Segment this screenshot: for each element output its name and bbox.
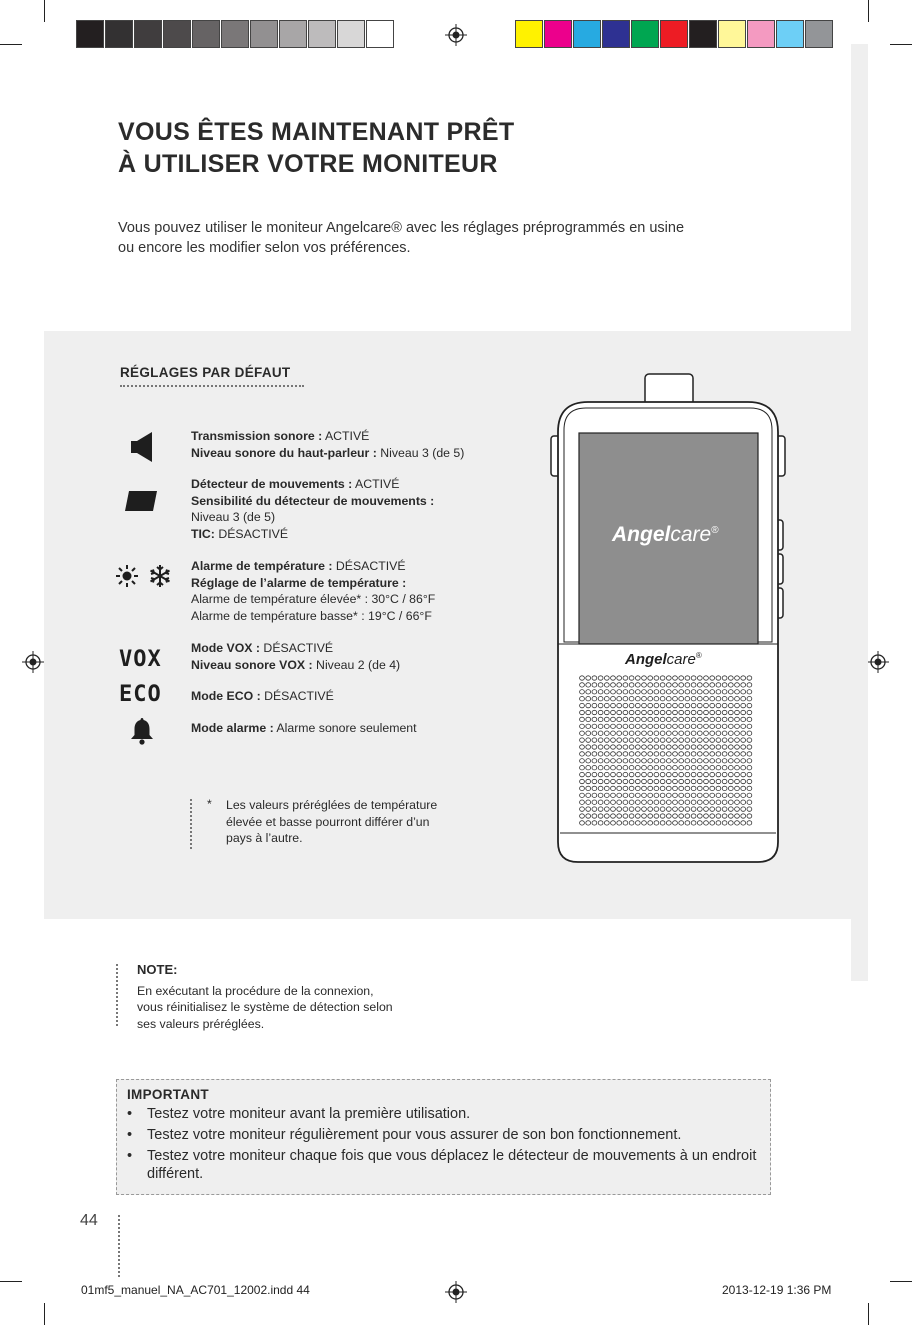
temp-low-value: Alarme de température basse* : 19°C / 66°F	[191, 608, 432, 623]
crop-mark	[890, 1281, 912, 1282]
sound-settings	[191, 428, 464, 461]
gray-swatch	[105, 20, 133, 48]
footnote	[226, 797, 501, 847]
color-swatch	[515, 20, 543, 48]
vox-settings	[191, 640, 400, 673]
crop-mark	[44, 1303, 45, 1325]
vox-icon: VOX	[119, 647, 162, 672]
motion-sensitivity-label: Sensibilité du détecteur de mouvements :	[191, 493, 435, 508]
intro-line-2: ou encore les modifier selon vos préférences.	[118, 240, 411, 256]
crop-mark	[44, 0, 45, 22]
alarm-mode-value: Alarme sonore seulement	[273, 721, 417, 735]
vox-mode-label: Mode VOX :	[191, 641, 261, 655]
note-line-1: En exécutant la procédure de la connexion,	[137, 983, 374, 998]
note-line-2: vous réinitialisez le système de détection selon	[137, 1000, 393, 1014]
gray-swatch	[366, 20, 394, 48]
device-body-logo	[625, 651, 702, 668]
crop-mark	[0, 44, 22, 45]
color-swatch	[544, 20, 572, 48]
body-logo-reg: ®	[695, 651, 702, 660]
important-item: • Testez votre moniteur avant la première utilisation.	[127, 1106, 760, 1124]
screen-logo-light: care	[670, 523, 712, 546]
gray-swatch	[221, 20, 249, 48]
screen-logo-bold: Angel	[612, 523, 671, 546]
footnote-line-2: élevée et basse pourront différer d’un	[226, 814, 430, 829]
intro-line-1: Vous pouvez utiliser le moniteur Angelcare® avec les réglages préprogrammés en usine	[118, 220, 685, 236]
color-swatch	[689, 20, 717, 48]
page-side-tab	[851, 44, 868, 981]
gray-swatch	[308, 20, 336, 48]
color-swatch	[805, 20, 833, 48]
screen-logo-reg: ®	[711, 525, 719, 536]
body-logo-bold: Angel	[625, 651, 667, 668]
temp-alarm-value: DÉSACTIVÉ	[332, 559, 406, 573]
color-swatch	[660, 20, 688, 48]
alarm-settings	[191, 720, 417, 737]
device-screen-logo	[612, 523, 719, 547]
crop-mark	[0, 1281, 22, 1282]
footnote-dotted-rule	[190, 799, 192, 849]
page-title	[118, 116, 514, 180]
speaker-icon	[131, 432, 153, 462]
temp-alarm-label: Alarme de température :	[191, 559, 333, 573]
gray-swatch	[163, 20, 191, 48]
note-block	[137, 962, 457, 1032]
registration-mark-icon	[445, 1281, 467, 1303]
motion-settings	[191, 476, 434, 542]
color-swatch	[776, 20, 804, 48]
footnote-line-1: Les valeurs préréglées de température	[226, 798, 438, 812]
motion-detector-value: ACTIVÉ	[352, 477, 400, 491]
color-swatch	[631, 20, 659, 48]
color-swatch	[718, 20, 746, 48]
color-swatch	[573, 20, 601, 48]
registration-mark-icon	[22, 651, 44, 673]
gray-swatch	[279, 20, 307, 48]
registration-mark-icon	[445, 24, 467, 46]
heading-dotted-rule	[120, 385, 304, 387]
important-item: • Testez votre moniteur chaque fois que vous déplacez le détecteur de mouvements à un endroit différent.	[127, 1148, 760, 1183]
page-title-line-2: À UTILISER VOTRE MONITEUR	[118, 150, 498, 178]
footnote-star: *	[207, 797, 212, 811]
color-swatch	[602, 20, 630, 48]
intro-paragraph	[118, 218, 798, 258]
gray-swatch	[337, 20, 365, 48]
note-dotted-rule	[116, 964, 118, 1026]
gray-swatch	[250, 20, 278, 48]
crop-mark	[890, 44, 912, 45]
gray-swatch	[134, 20, 162, 48]
important-item: • Testez votre moniteur régulièrement pour vous assurer de son bon fonctionnement.	[127, 1127, 760, 1145]
default-settings-heading: RÉGLAGES PAR DÉFAUT	[120, 365, 291, 380]
motion-sensitivity-value: Niveau 3 (de 5)	[191, 510, 276, 524]
temperature-settings	[191, 558, 435, 624]
monitor-device-illustration	[548, 372, 794, 866]
note-line-3: ses valeurs préréglées.	[137, 1016, 265, 1031]
speaker-volume-value: Niveau 3 (de 5)	[376, 445, 465, 460]
tic-label: TIC:	[191, 526, 215, 541]
sound-transmission-value: ACTIVÉ	[322, 429, 370, 443]
vox-level-value: Niveau 2 (de 4)	[312, 657, 401, 672]
page-number-dotted-rule	[118, 1215, 120, 1277]
note-heading: NOTE:	[137, 962, 178, 977]
registration-mark-icon	[867, 651, 889, 673]
temp-high-value: Alarme de température élevée* : 30°C / 86°F	[191, 592, 436, 606]
motion-sensor-pad-icon	[125, 491, 157, 511]
snowflake-icon	[148, 564, 172, 588]
bell-icon	[130, 717, 154, 745]
tic-value: DÉSACTIVÉ	[214, 526, 289, 541]
crop-mark	[868, 1303, 869, 1325]
temp-alarm-setting-label: Réglage de l’alarme de température :	[191, 575, 407, 590]
eco-settings	[191, 688, 334, 705]
eco-mode-value: DÉSACTIVÉ	[260, 689, 334, 703]
vox-mode-value: DÉSACTIVÉ	[260, 641, 334, 655]
eco-mode-label: Mode ECO :	[191, 689, 261, 703]
footnote-line-3: pays à l’autre.	[226, 831, 303, 845]
crop-mark	[868, 0, 869, 22]
important-heading: IMPORTANT	[127, 1087, 209, 1102]
eco-icon: ECO	[119, 682, 162, 707]
sun-icon	[116, 565, 138, 587]
important-box	[116, 1079, 771, 1195]
vox-level-label: Niveau sonore VOX :	[191, 657, 313, 672]
body-logo-light: care	[666, 651, 696, 668]
slug-date: 2013-12-19 1:36 PM	[722, 1283, 832, 1297]
speaker-volume-label: Niveau sonore du haut-parleur :	[191, 445, 377, 460]
gray-swatch	[76, 20, 104, 48]
motion-detector-label: Détecteur de mouvements :	[191, 477, 353, 491]
color-swatch	[747, 20, 775, 48]
important-list	[127, 1106, 760, 1183]
page-number: 44	[80, 1212, 98, 1229]
page-title-line-1: VOUS ÊTES MAINTENANT PRÊT	[118, 118, 515, 146]
sound-transmission-label: Transmission sonore :	[191, 429, 323, 443]
slug-filename: 01mf5_manuel_NA_AC701_12002.indd 44	[81, 1283, 310, 1297]
gray-swatch	[192, 20, 220, 48]
alarm-mode-label: Mode alarme :	[191, 721, 274, 735]
